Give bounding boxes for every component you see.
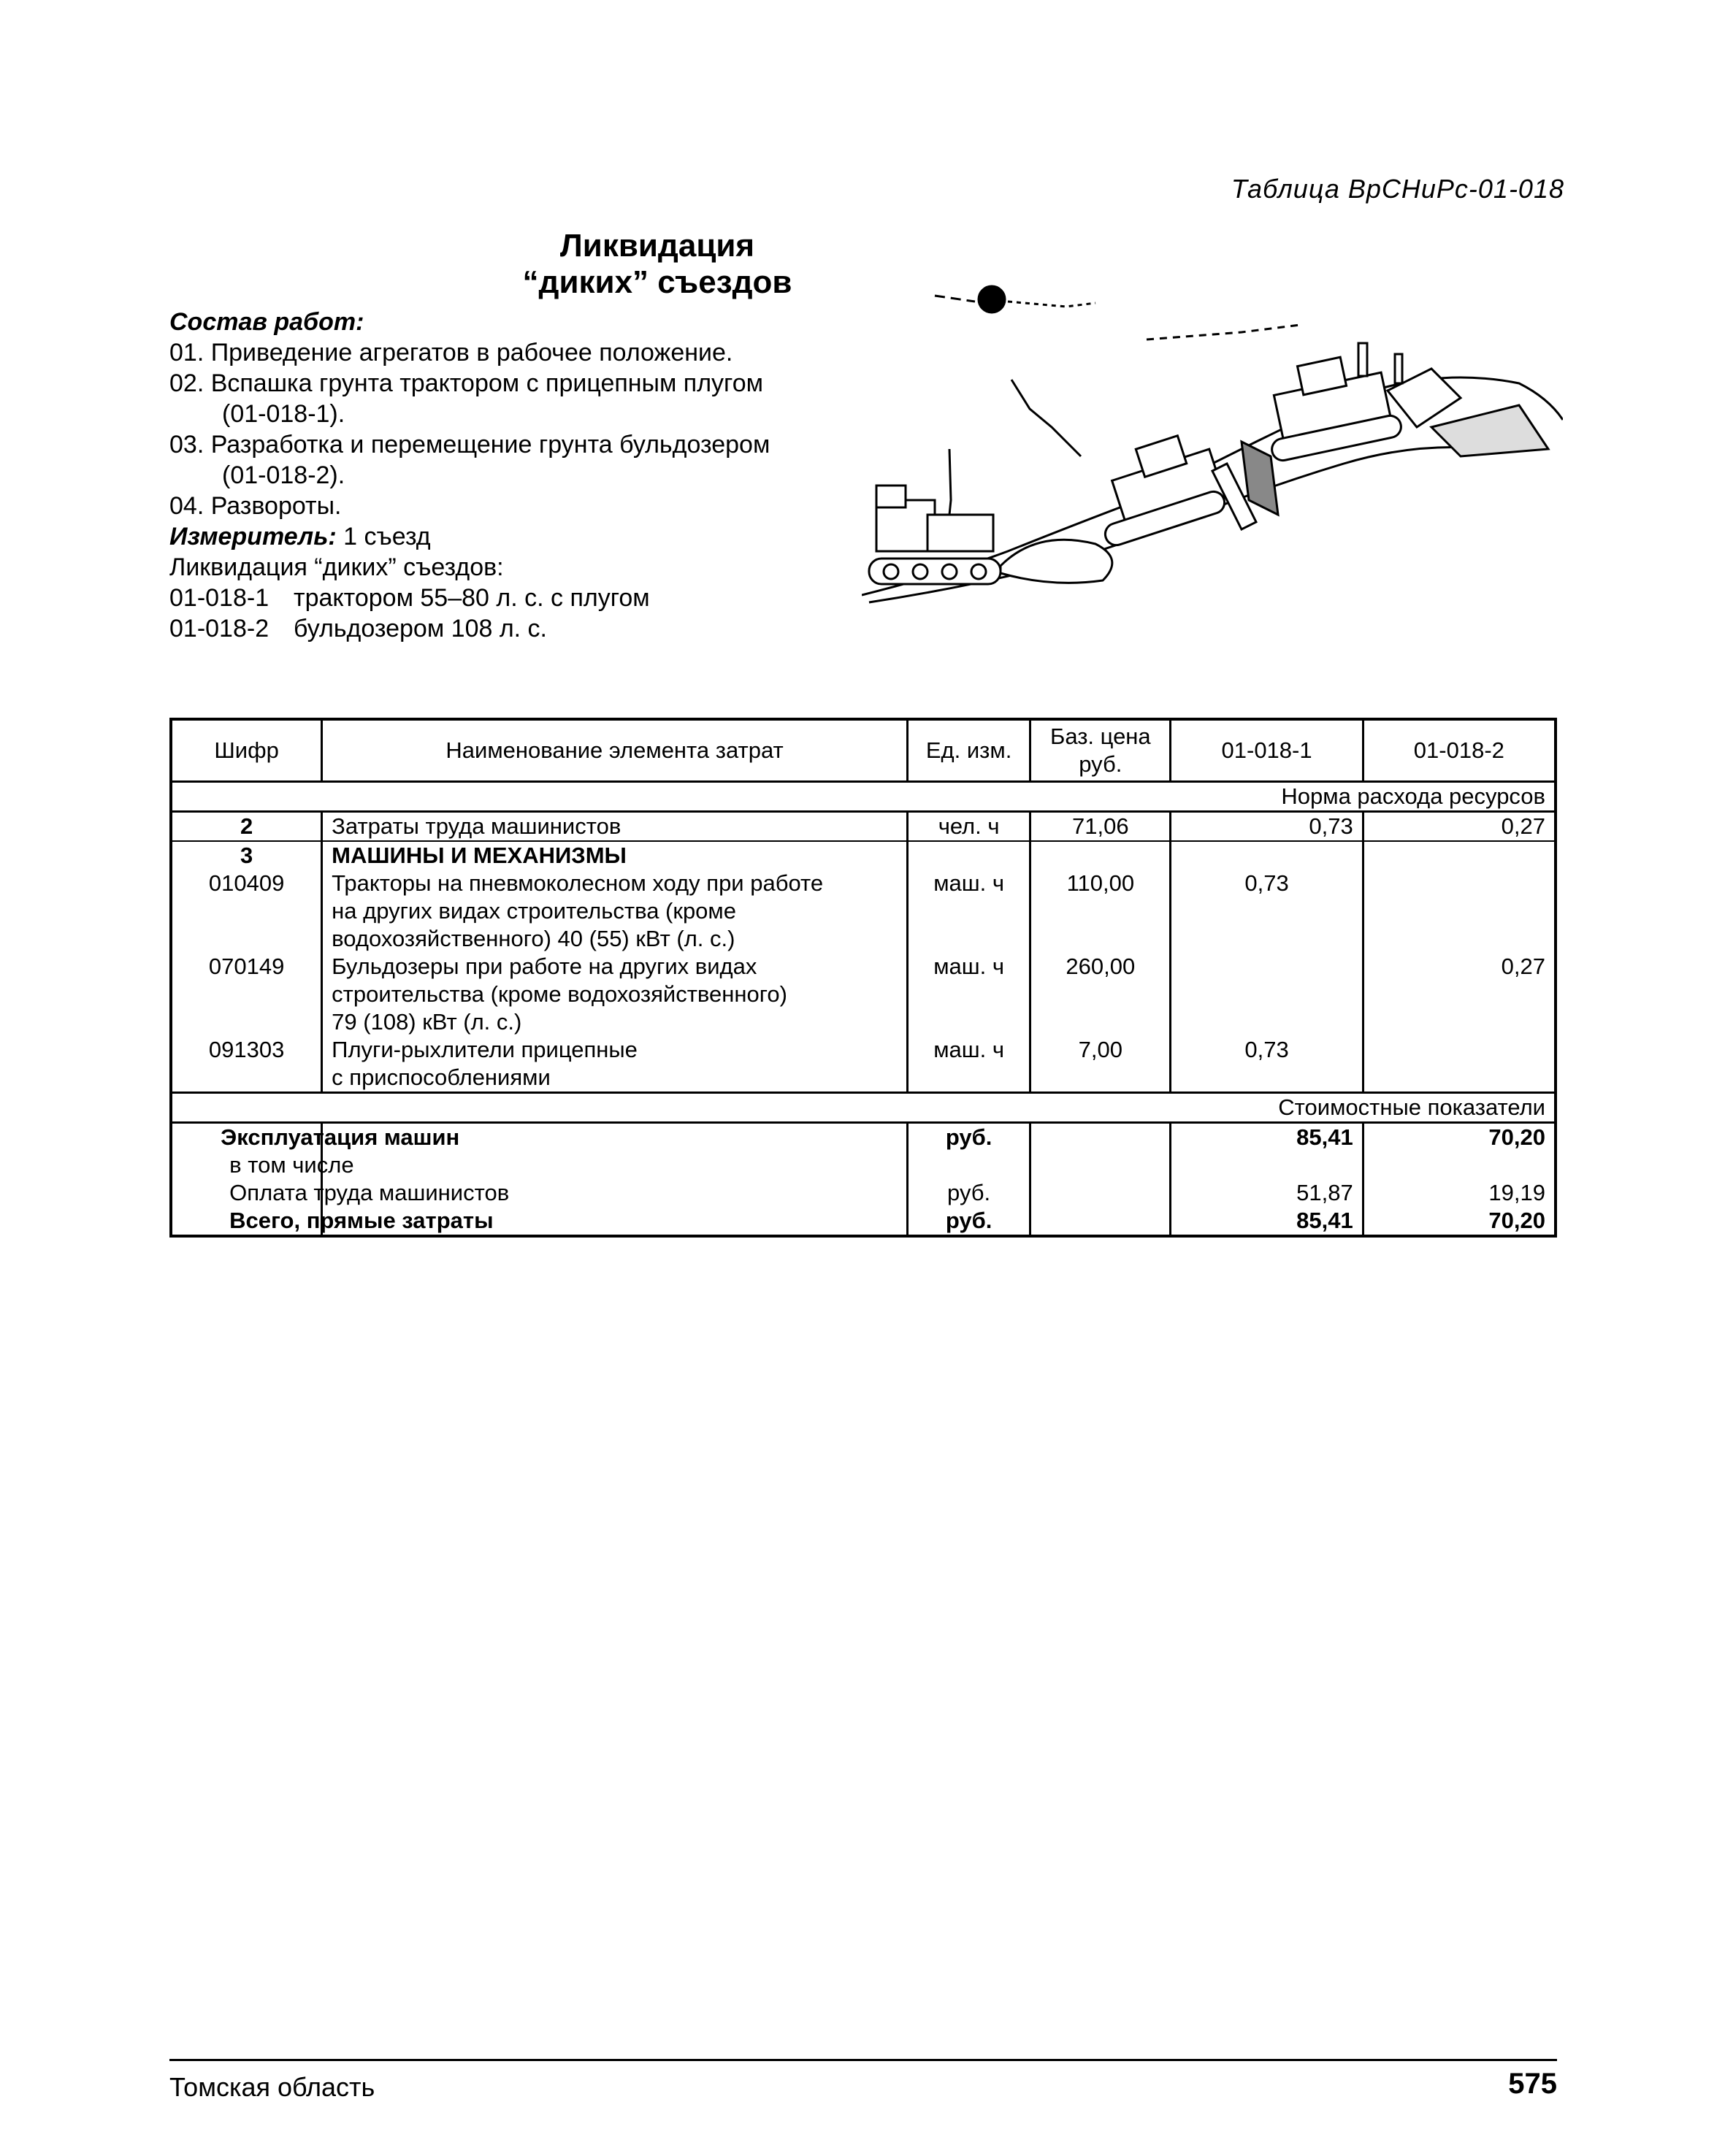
cost-total-label: Всего, прямые затраты <box>220 1207 806 1236</box>
row-name: Затраты труда машинистов <box>322 812 908 842</box>
measure-label: Измеритель: <box>169 523 337 550</box>
cost-incl-label: в том числе <box>220 1151 806 1179</box>
row-price: 110,00 <box>1030 870 1171 953</box>
cost-pay-v1: 51,87 <box>1171 1179 1363 1207</box>
row-value-1: 0,73 <box>1171 1036 1363 1093</box>
header-col2: 01-018-2 <box>1363 719 1556 782</box>
document-title <box>453 228 862 301</box>
row-unit: чел. ч <box>907 812 1030 842</box>
cost-pay-v2: 19,19 <box>1488 1180 1545 1205</box>
tractor-left <box>869 486 1001 584</box>
name-line: Тракторы на пневмоколесном ходу при работе <box>332 870 824 896</box>
name-line: с приспособлениями <box>332 1064 551 1090</box>
work-step: 03. Разработка и перемещение грунта бульдозером <box>169 431 770 459</box>
cost-exp-unit: руб. <box>907 1123 1030 1152</box>
page-number: 575 <box>1508 2068 1557 2100</box>
work-step: 01. Приведение агрегатов в рабочее положение. <box>169 339 733 367</box>
code-text: трактором 55–80 л. с. с плугом <box>294 584 650 612</box>
header-unit: Ед. изм. <box>907 719 1030 782</box>
row-code: 091303 <box>171 1036 322 1093</box>
row-price: 7,00 <box>1030 1036 1171 1093</box>
row-name: МАШИНЫ И МЕХАНИЗМЫ <box>322 841 908 870</box>
title-line-2: “диких” съездов <box>522 264 792 300</box>
bulldozer-right <box>1242 343 1548 515</box>
name-line: Бульдозеры при работе на других видах <box>332 954 757 979</box>
row-code: 070149 <box>171 953 322 1036</box>
header-code: Шифр <box>171 719 322 782</box>
row-unit: маш. ч <box>907 1036 1030 1093</box>
cost-exp-label: Эксплуатация машин <box>220 1123 806 1152</box>
table-row <box>171 1151 1556 1179</box>
table-row <box>171 812 1556 842</box>
code-id: 01-018-1 <box>169 584 269 612</box>
work-step: (01-018-2). <box>222 461 345 489</box>
table-row <box>171 1036 1556 1093</box>
name-line: водохозяйственного) 40 (55) кВт (л. с.) <box>332 926 735 951</box>
title-line-1: Ликвидация <box>559 228 755 264</box>
row-name <box>322 953 908 1036</box>
name-line: на других видах строительства (кроме <box>332 898 736 924</box>
code-id: 01-018-2 <box>169 615 269 642</box>
row-value-2 <box>1363 870 1556 953</box>
section-norms-label: Норма расхода ресурсов <box>171 782 1556 812</box>
table-header-row <box>171 719 1556 782</box>
row-value-1: 0,73 <box>1171 870 1363 953</box>
table-row <box>171 1179 1556 1207</box>
row-value-1: 0,73 <box>1171 812 1363 842</box>
cost-pay-label: Оплата труда машинистов <box>220 1179 806 1207</box>
row-code: 2 <box>171 812 322 842</box>
resource-table <box>169 718 1557 1238</box>
header-col1: 01-018-1 <box>1171 719 1363 782</box>
table-row <box>171 953 1556 1036</box>
header-price: Баз. цена руб. <box>1030 719 1171 782</box>
footer-region: Томская область <box>169 2072 375 2102</box>
row-code: 3 <box>171 841 322 870</box>
measure-line <box>169 521 770 552</box>
table-row <box>171 870 1556 953</box>
work-step: 02. Вспашка грунта трактором с прицепным плугом <box>169 369 763 397</box>
header-name: Наименование элемента затрат <box>322 719 908 782</box>
code-line <box>169 583 770 613</box>
row-value-2: 0,27 <box>1363 812 1556 842</box>
liquidation-heading: Ликвидация “диких” съездов: <box>169 553 504 581</box>
row-value-2: 0,27 <box>1501 954 1545 979</box>
row-price: 260,00 <box>1030 953 1171 1036</box>
row-value-1 <box>1171 953 1363 1036</box>
row-unit: маш. ч <box>907 870 1030 953</box>
name-line: строительства (кроме водохозяйственного) <box>332 981 787 1007</box>
work-description <box>169 307 770 644</box>
table-reference: Таблица ВрСНиРс-01-018 <box>1231 174 1564 204</box>
row-price: 71,06 <box>1030 812 1171 842</box>
table-row <box>171 1123 1556 1152</box>
work-heading: Состав работ: <box>169 308 364 336</box>
section-costs <box>171 1093 1556 1123</box>
footer-divider <box>169 2059 1557 2061</box>
cost-total-v1: 85,41 <box>1171 1207 1363 1236</box>
cost-pay-unit: руб. <box>907 1179 1030 1207</box>
bulldozer-tractor-illustration <box>862 281 1563 610</box>
name-line: Плуги-рыхлители прицепные <box>332 1037 638 1062</box>
row-value-2 <box>1363 1036 1556 1093</box>
row-unit: маш. ч <box>907 953 1030 1036</box>
table-row <box>171 1207 1556 1236</box>
work-step: (01-018-1). <box>222 400 345 428</box>
cost-exp-v1: 85,41 <box>1171 1123 1363 1152</box>
cost-total-unit: руб. <box>907 1207 1030 1236</box>
row-code: 010409 <box>171 870 322 953</box>
section-norms <box>171 782 1556 812</box>
name-line: 79 (108) кВт (л. с.) <box>332 1009 522 1035</box>
table-row <box>171 841 1556 870</box>
code-text: бульдозером 108 л. с. <box>294 615 548 642</box>
row-name <box>322 1036 908 1093</box>
row-name <box>322 870 908 953</box>
cost-total-v2: 70,20 <box>1488 1208 1545 1233</box>
cost-exp-v2: 70,20 <box>1488 1124 1545 1150</box>
section-costs-label: Стоимостные показатели <box>171 1093 1556 1123</box>
work-step: 04. Развороты. <box>169 492 342 520</box>
measure-value: 1 съезд <box>336 523 431 550</box>
code-line <box>169 613 770 644</box>
plow <box>1001 540 1112 583</box>
